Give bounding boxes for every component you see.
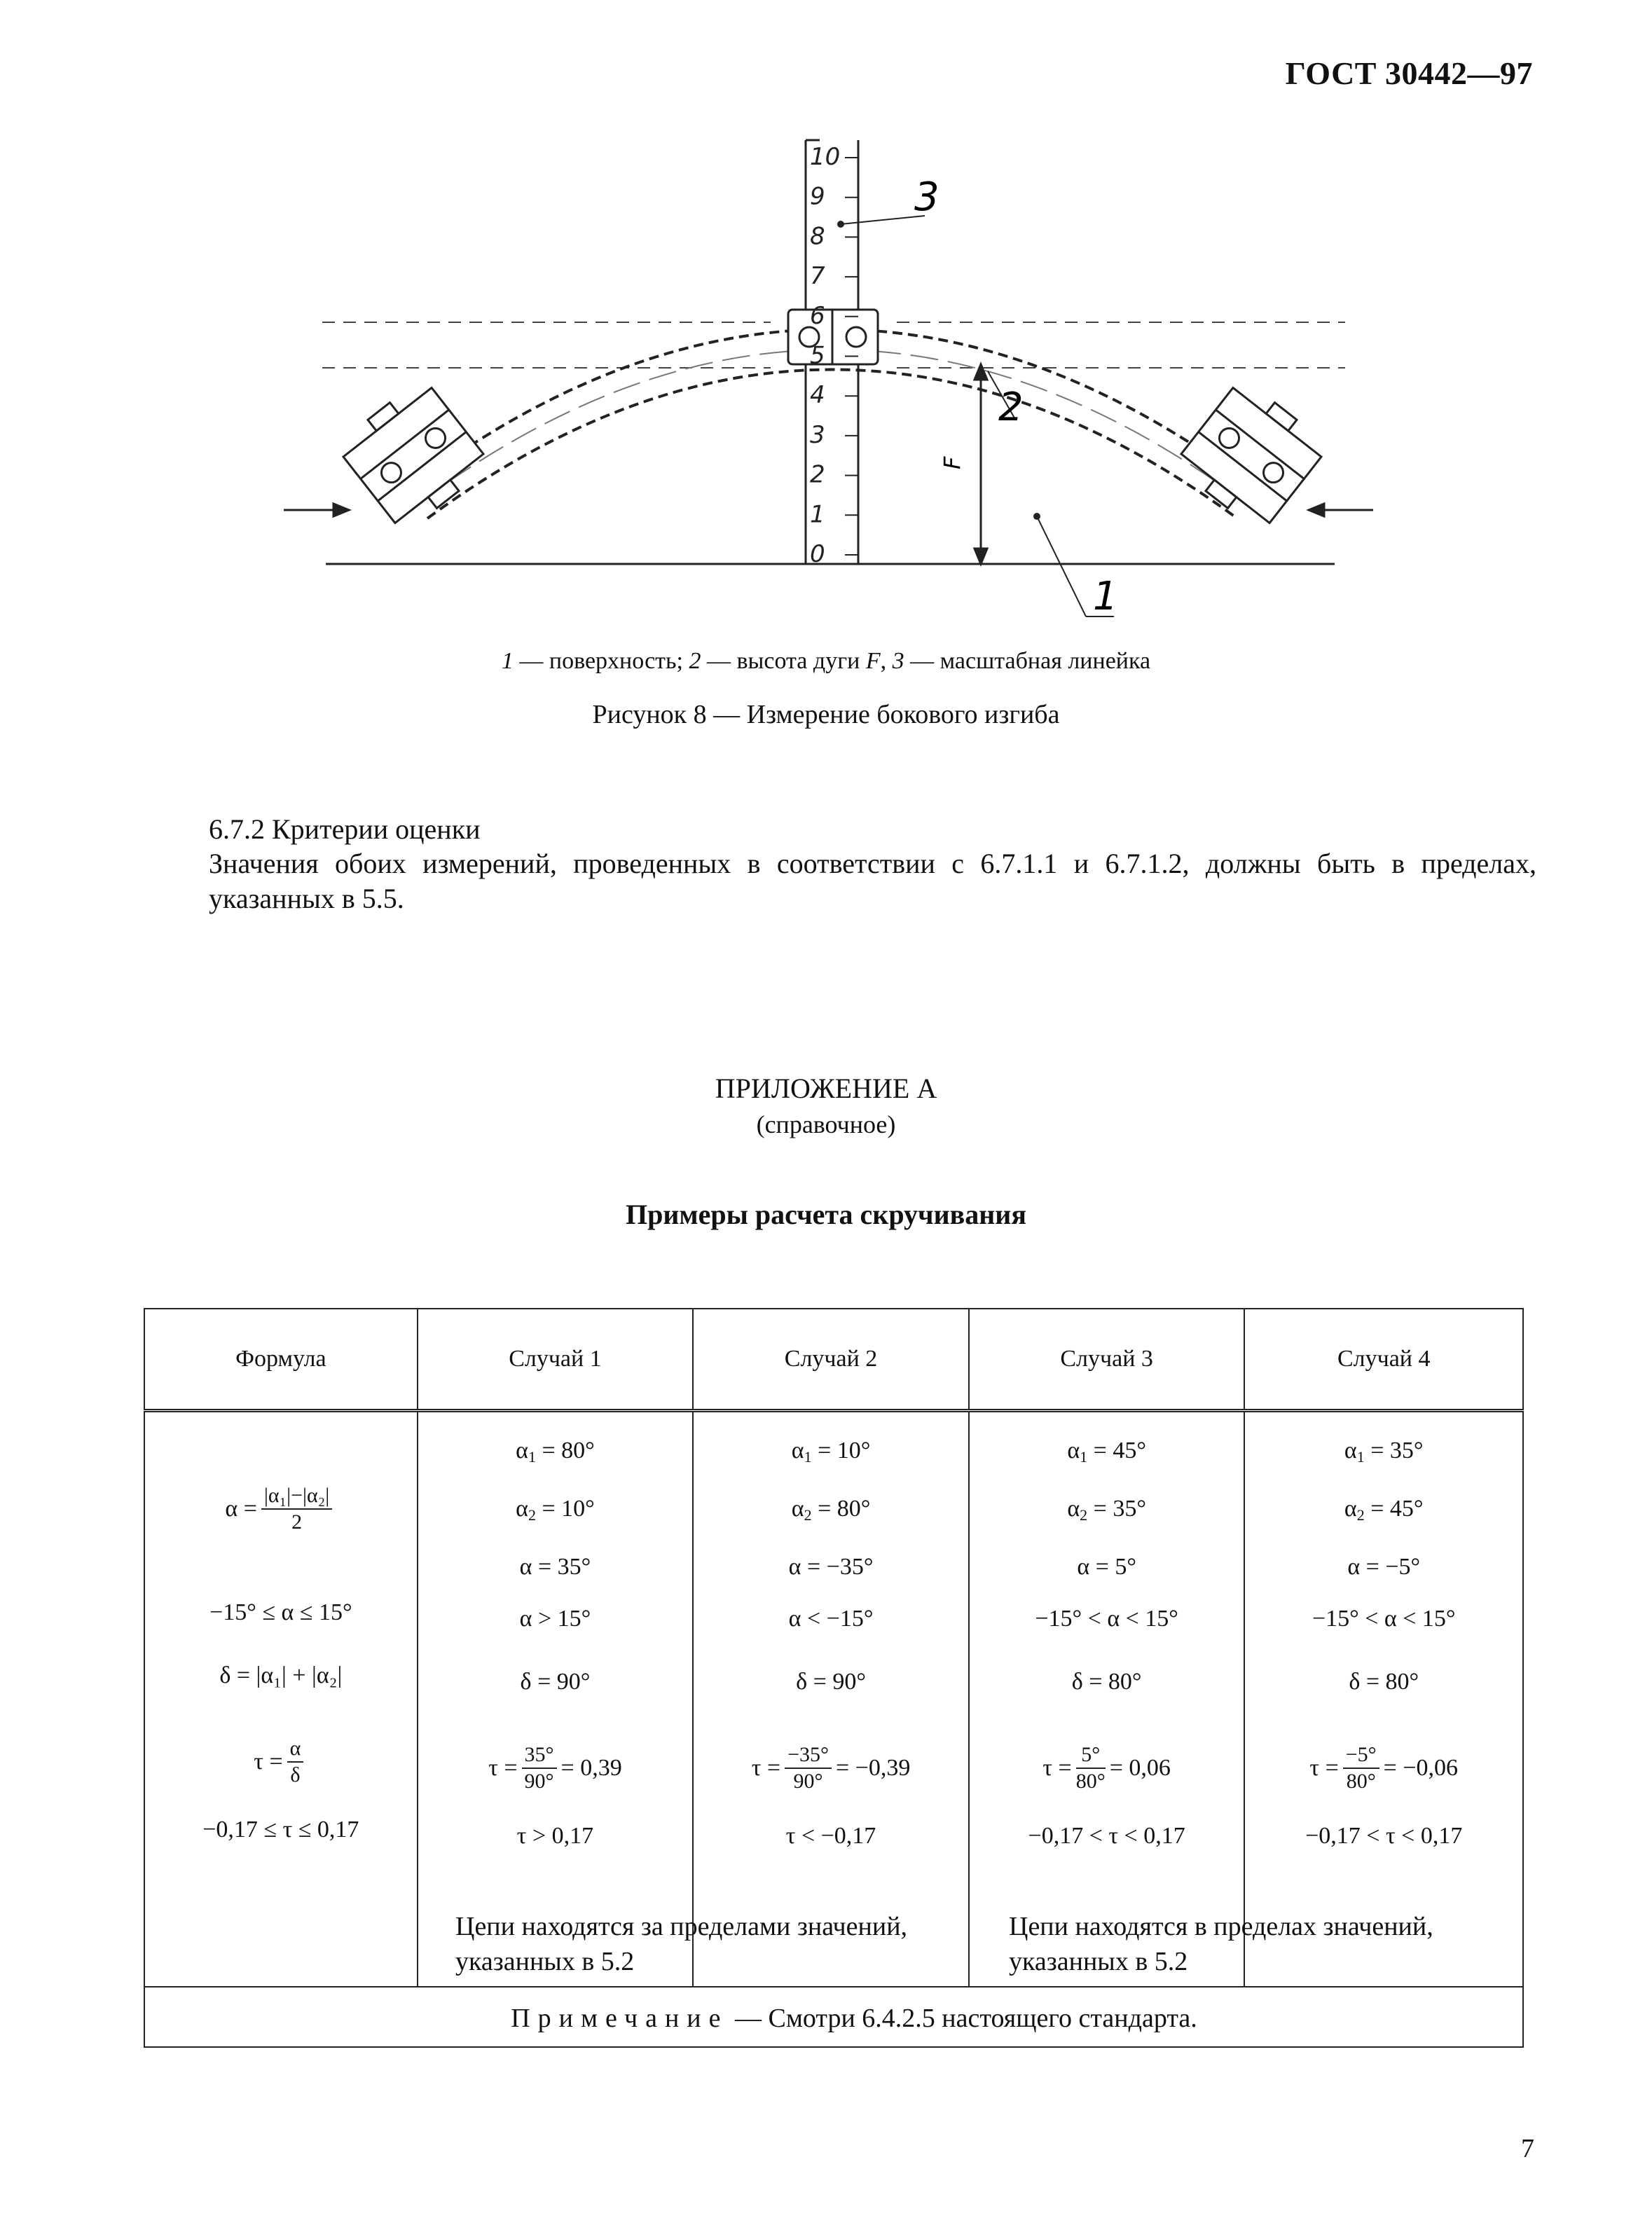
page-number: 7	[1521, 2134, 1534, 2163]
alpha-comparison: α < −15°	[788, 1606, 874, 1632]
delta-value: δ = 90°	[520, 1669, 591, 1695]
alpha2-value: 35°	[1113, 1496, 1146, 1522]
alpha2-value: 45°	[1389, 1496, 1424, 1522]
ruler-tick-label: 10	[810, 143, 841, 171]
alpha-comparison: α > 15°	[519, 1606, 591, 1632]
case-4-column: $\alpha_1 = 35^\circ$ $\alpha_2 = 45^\circ$ α = −5° −15° < α < 15° δ = 80° τ = $\frac{-5^\circ}{80^\circ}$ = −0,06 −0,17 < τ < 0,17	[1244, 1411, 1523, 1987]
alpha-result: α = 35°	[519, 1554, 591, 1580]
delta-value: δ = 90°	[796, 1669, 866, 1695]
tau-comparison: τ < −0,17	[785, 1823, 876, 1849]
ruler-tick-label: 0	[810, 540, 825, 568]
case-1-column: $\alpha_1 = 80^\circ$ $\alpha_2 = 10^\circ$ α = 35° α > 15° δ = 90° τ = $\frac{35^\circ}{90^\circ}$ = 0,39 τ > 0,17	[418, 1411, 694, 1987]
ruler-tick-label: 4	[810, 381, 825, 410]
alpha1-value: 10°	[837, 1438, 871, 1463]
alpha1-value: 35°	[1389, 1438, 1424, 1463]
tau-value: = 0,06	[1109, 1755, 1171, 1781]
document-code: ГОСТ 30442—97	[1285, 55, 1533, 91]
ruler-tick-label: 8	[810, 222, 825, 251]
left-end-attachment	[335, 377, 493, 535]
header-case-1: Случай 1	[418, 1309, 694, 1411]
appendix-title: ПРИЛОЖЕНИЕ А	[715, 1073, 937, 1104]
ruler-tick-label: 1	[810, 500, 825, 529]
case-2-column: $\alpha_1 = 10^\circ$ $\alpha_2 = 80^\circ$ α = −35° α < −15° δ = 90° τ = $\frac{-35^\circ}{90^\circ}$ = −0,39 τ < −0,17	[693, 1411, 969, 1987]
header-case-4: Случай 4	[1244, 1309, 1523, 1411]
callout-1: 1	[1093, 574, 1118, 619]
chain-lower-arc	[427, 370, 1237, 519]
lateral-bend-figure	[266, 126, 1387, 631]
conclusion-out-of-limits: Цепи находятся за пределами значений, указанных в 5.2	[455, 1912, 908, 1976]
alpha1-value: 45°	[1113, 1438, 1146, 1463]
figure-title: Рисунок 8 — Измерение бокового изгиба	[592, 700, 1060, 729]
alpha2-value: 10°	[561, 1496, 595, 1522]
alpha-comparison: −15° < α < 15°	[1035, 1606, 1178, 1632]
alpha-result: α = −5°	[1347, 1554, 1421, 1580]
ruler-tick-label: 6	[810, 301, 825, 330]
callout-2: 2	[998, 385, 1024, 430]
header-case-2: Случай 2	[693, 1309, 969, 1411]
ruler-tick-label: 2	[810, 460, 825, 489]
section-paragraph: Значения обоих измерений, проведенных в соответствии с 6.7.1.1 и 6.7.1.2, должны быть в пределах, указанных в 5.5.	[209, 848, 1536, 914]
appendix-subtitle: (справочное)	[756, 1110, 896, 1138]
alpha-result: α = −35°	[788, 1554, 874, 1580]
figure-legend: 1 — поверхность; 2 — высота дуги F, 3 — масштабная линейка	[501, 648, 1151, 674]
twist-calculation-table	[144, 1308, 1524, 2048]
conclusion-within-limits: Цепи находятся в пределах значений, указанных в 5.2	[1009, 1912, 1433, 1976]
delta-value: δ = 80°	[1071, 1669, 1142, 1695]
ruler-tick-label: 3	[810, 420, 825, 449]
case-3-column: $\alpha_1 = 45^\circ$ $\alpha_2 = 35^\circ$ α = 5° −15° < α < 15° δ = 80° τ = $\frac{5^\circ}{80^\circ}$ = 0,06 −0,17 < τ < 0,17	[969, 1411, 1245, 1987]
alpha-result: α = 5°	[1077, 1554, 1136, 1580]
f-label: F	[939, 456, 965, 469]
formula-column: α = $\frac{\text{|α₁|−|α₂|}}{2}$ −15° ≤ α ≤ 15° δ = |α₁| + |α₂| τ = $\frac{\alpha}{\delta}$ −0,17 ≤ τ ≤ 0,17	[202, 1484, 359, 1842]
ruler-tick-label: 9	[810, 182, 825, 211]
header-formula: Формула	[144, 1309, 418, 1411]
ruler-tick-label: 5	[810, 341, 825, 370]
header-case-3: Случай 3	[969, 1309, 1245, 1411]
tau-value: = 0,39	[560, 1755, 622, 1781]
tau-comparison: −0,17 < τ < 0,17	[1305, 1823, 1463, 1849]
tau-comparison: τ > 0,17	[516, 1823, 594, 1849]
tau-value: = −0,06	[1383, 1755, 1459, 1781]
tau-comparison: −0,17 < τ < 0,17	[1028, 1823, 1185, 1849]
alpha1-value: 80°	[561, 1438, 595, 1463]
alpha2-value: 80°	[837, 1496, 871, 1522]
alpha-comparison: −15° < α < 15°	[1312, 1606, 1456, 1632]
section-heading: 6.7.2 Критерии оценки	[209, 813, 481, 845]
table-note: Примечание — Смотри 6.4.2.5 настоящего стандарта.	[144, 1987, 1523, 2047]
callout-3: 3	[914, 174, 939, 220]
delta-value: δ = 80°	[1349, 1669, 1419, 1695]
appendix-heading: Примеры расчета скручивания	[626, 1199, 1026, 1230]
right-end-attachment	[1173, 377, 1330, 535]
tau-value: = −0,39	[836, 1755, 911, 1781]
ruler-tick-label: 7	[810, 262, 825, 291]
